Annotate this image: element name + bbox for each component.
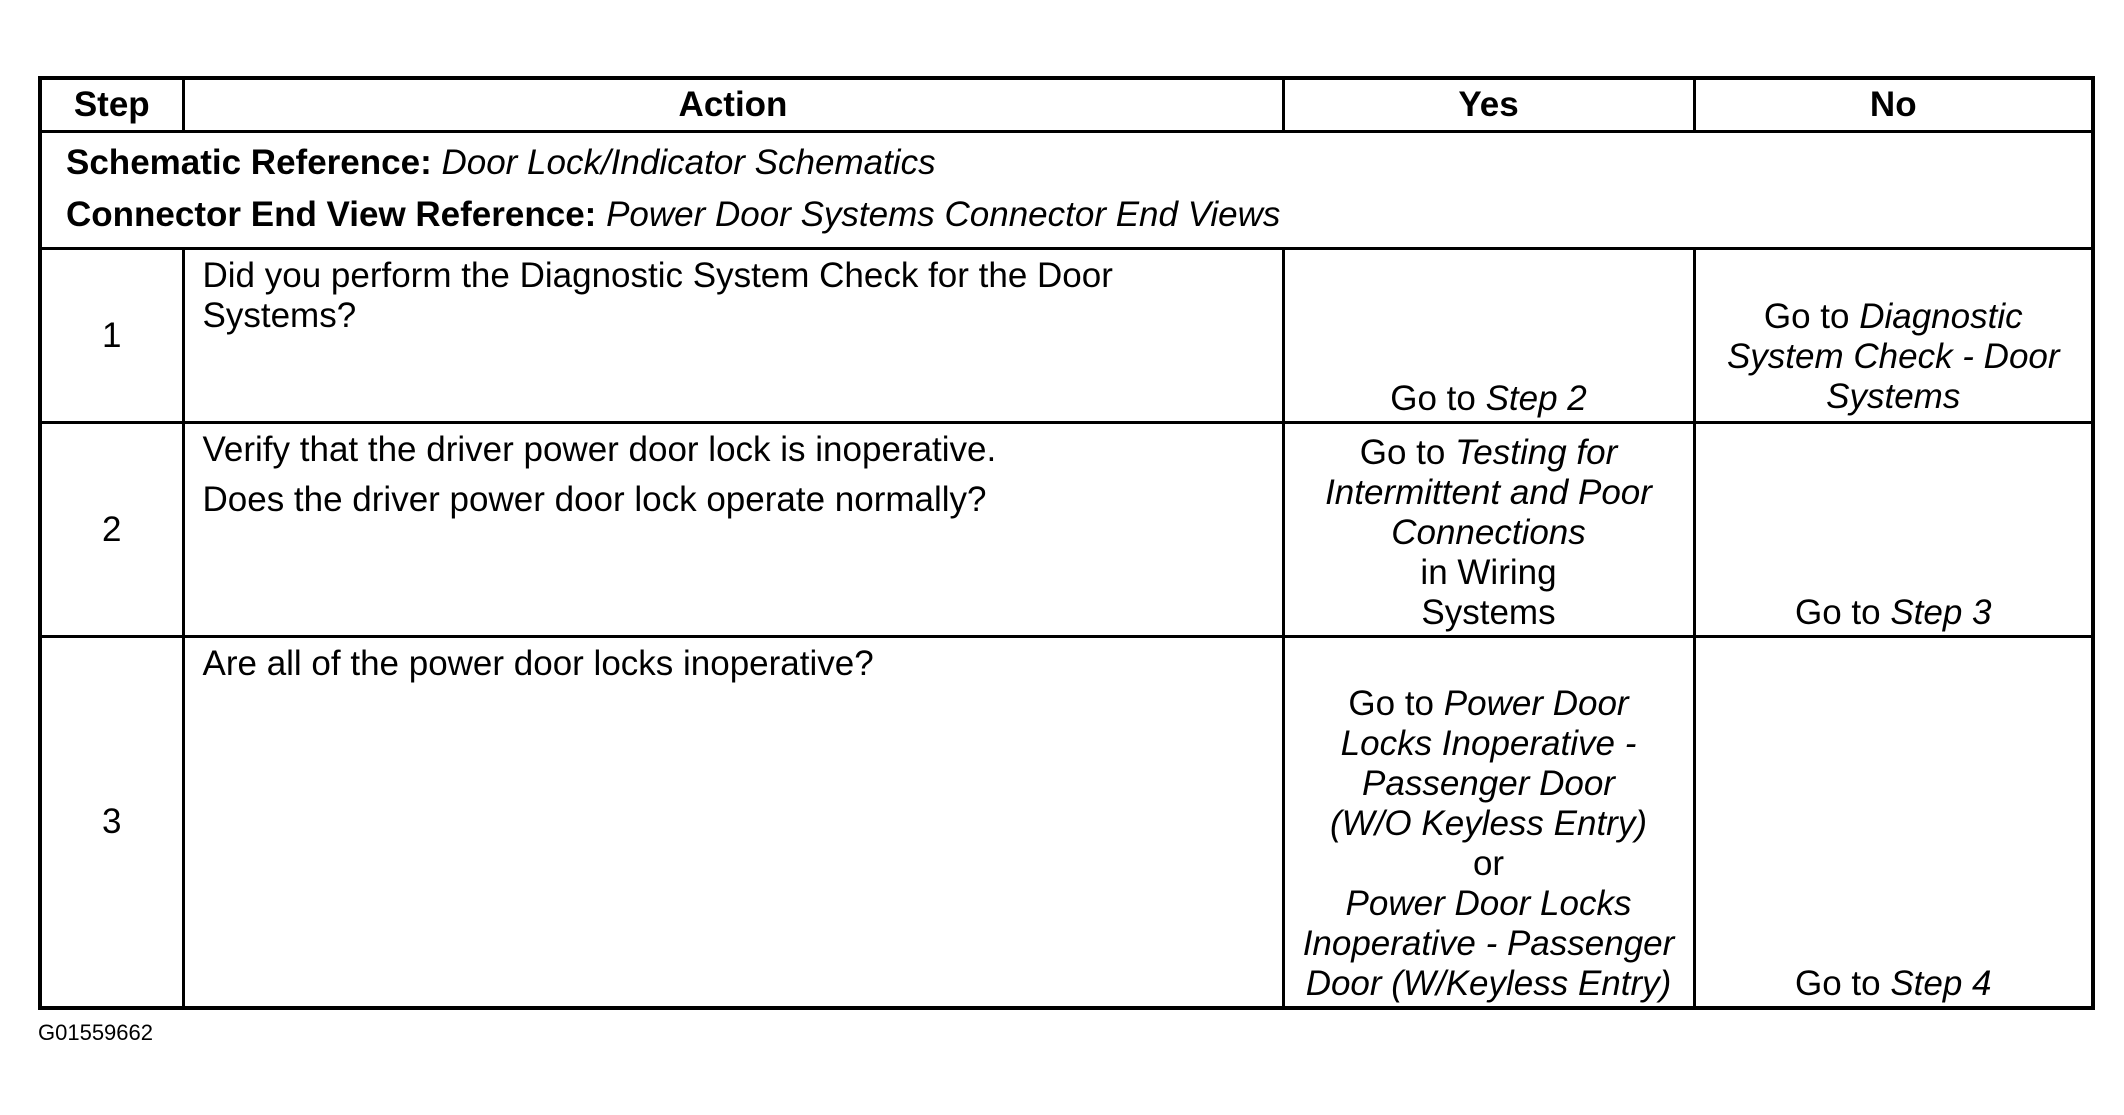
connector-reference <box>66 189 2067 241</box>
connector-reference-label: Connector End View Reference: <box>66 195 597 234</box>
yes-suffix: in Wiring Systems <box>1420 553 1557 632</box>
action-text: Does the driver power door lock operate normally? <box>202 480 987 519</box>
no-prefix: Go to <box>1763 297 1850 336</box>
yes-cell <box>1283 637 1694 1008</box>
no-link[interactable]: Diagnostic System Check - Door Systems <box>1726 297 2060 416</box>
yes-link[interactable]: Step 2 <box>1485 379 1587 418</box>
action-cell <box>183 637 1283 1008</box>
table-row <box>40 423 2093 637</box>
figure-id: G01559662 <box>38 1020 153 1045</box>
no-link[interactable]: Step 4 <box>1890 963 1992 1003</box>
yes-or: or <box>1472 843 1505 883</box>
step-number: 3 <box>40 637 183 1008</box>
yes-link-2[interactable]: Power Door Locks Inoperative - Passenger Door (W/Keyless Entry) <box>1302 883 1675 1003</box>
diagnostic-table <box>38 76 2095 1010</box>
yes-prefix: Go to <box>1390 379 1476 418</box>
step-number: 2 <box>40 423 183 637</box>
schematic-reference <box>66 137 2067 189</box>
header-yes: Yes <box>1283 78 1694 132</box>
action-cell <box>183 423 1283 637</box>
no-prefix: Go to <box>1794 963 1881 1003</box>
schematic-reference-label: Schematic Reference: <box>66 143 432 182</box>
table-row <box>40 637 2093 1008</box>
no-cell <box>1694 423 2093 637</box>
yes-prefix: Go to <box>1348 683 1435 723</box>
no-cell <box>1694 249 2093 423</box>
reference-cell <box>40 132 2093 249</box>
action-text: Did you perform the Diagnostic System Check for the Door Systems? <box>202 256 1113 335</box>
yes-link[interactable]: Testing for Intermittent and Poor Connections <box>1325 433 1652 552</box>
table-row <box>40 249 2093 423</box>
header-action: Action <box>183 78 1283 132</box>
no-cell <box>1694 637 2093 1008</box>
connector-reference-link[interactable]: Power Door Systems Connector End Views <box>606 195 1281 234</box>
action-text: Verify that the driver power door lock is inoperative. <box>202 430 997 469</box>
schematic-reference-link[interactable]: Door Lock/Indicator Schematics <box>441 143 936 182</box>
yes-link-group <box>1291 684 1687 844</box>
header-step: Step <box>40 78 183 132</box>
yes-cell <box>1283 423 1694 637</box>
step-number: 1 <box>40 249 183 423</box>
action-cell <box>183 249 1283 423</box>
reference-row <box>40 132 2093 249</box>
no-prefix: Go to <box>1794 593 1881 632</box>
no-link[interactable]: Step 3 <box>1890 593 1992 632</box>
yes-prefix: Go to <box>1359 433 1446 472</box>
action-text: Are all of the power door locks inoperative? <box>202 644 874 683</box>
header-no: No <box>1694 78 2093 132</box>
yes-link[interactable]: Power Door Locks Inoperative - Passenger Door (W/O Keyless Entry) <box>1330 683 1647 843</box>
header-row <box>40 78 2093 132</box>
yes-cell <box>1283 249 1694 423</box>
